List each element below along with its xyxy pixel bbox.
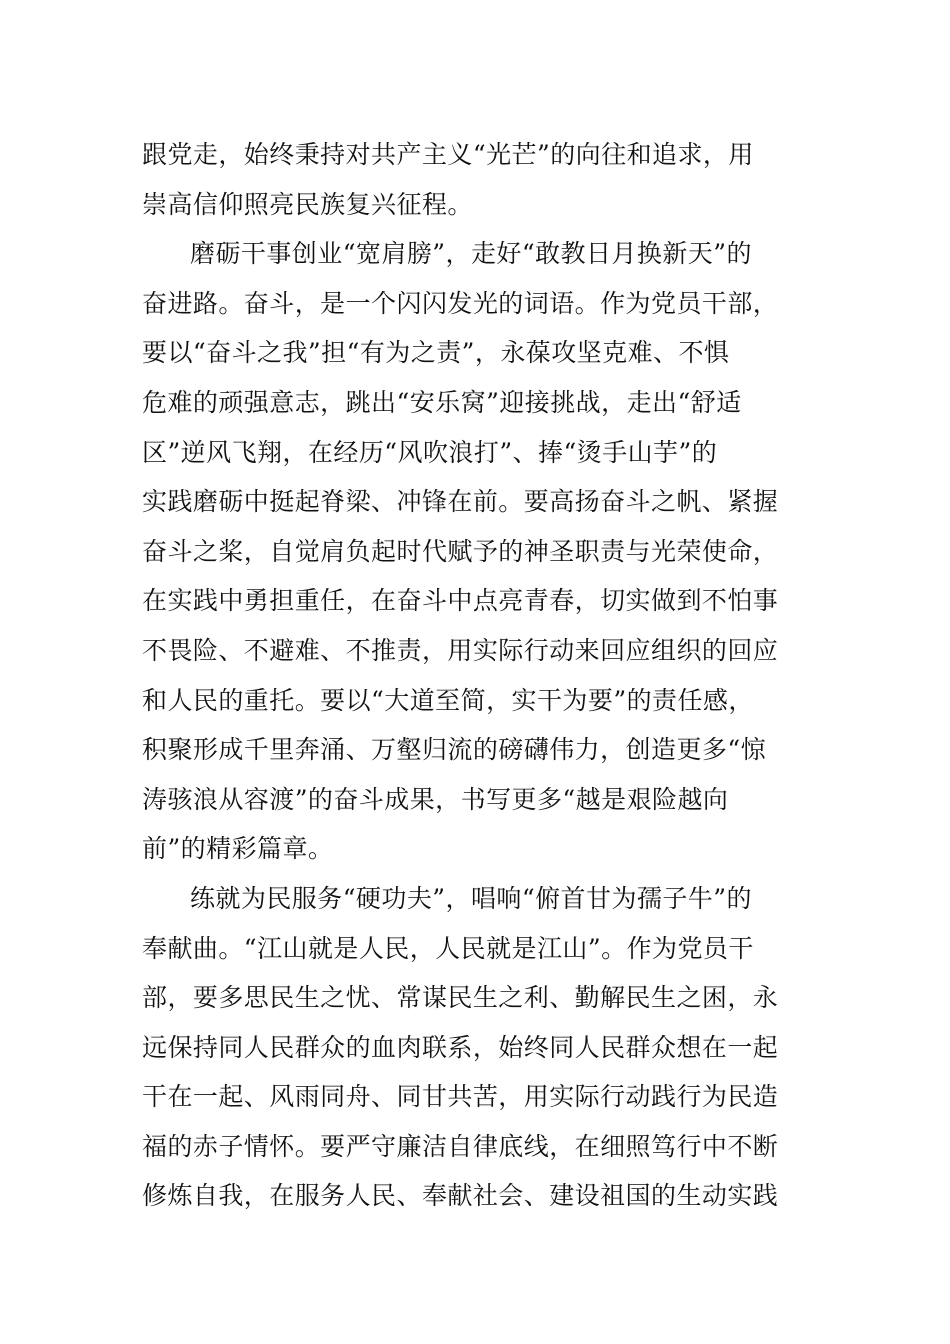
text-line: 奋进路。奋斗，是一个闪闪发光的词语。作为党员干部， bbox=[142, 288, 779, 318]
text-line: 前”的精彩篇章。 bbox=[142, 834, 334, 864]
text-line: 跟党走，始终秉持对共产主义“光芒”的向往和追求，用 bbox=[142, 140, 754, 169]
text-line: 修炼自我，在服务人民、奉献社会、建设祖国的生动实践 bbox=[142, 1181, 779, 1211]
text-line: 部，要多思民生之忧、常谋民生之利、勤解民生之困，永 bbox=[142, 983, 779, 1013]
text-line: 不畏险、不避难、不推责，用实际行动来回应组织的回应 bbox=[142, 635, 779, 665]
text-line: 在实践中勇担重任，在奋斗中点亮青春，切实做到不怕事 bbox=[142, 586, 779, 616]
text-line: 远保持同人民群众的血肉联系，始终同人民群众想在一起 bbox=[142, 1032, 779, 1062]
text-line: 奋斗之桨，自觉肩负起时代赋予的神圣职责与光荣使命， bbox=[142, 536, 779, 566]
text-line: 奉献曲。“江山就是人民，人民就是江山”。作为党员干 bbox=[142, 933, 754, 963]
text-line: 实践磨砺中挺起脊梁、冲锋在前。要高扬奋斗之帆、紧握 bbox=[142, 487, 779, 517]
text-line: 和人民的重托。要以“大道至简，实干为要”的责任感， bbox=[142, 685, 754, 715]
document-body bbox=[142, 130, 812, 1221]
text-line: 崇高信仰照亮民族复兴征程。 bbox=[142, 189, 473, 219]
text-line: 福的赤子情怀。要严守廉洁自律底线，在细照笃行中不断 bbox=[142, 1131, 779, 1161]
text-line: 干在一起、风雨同舟、同甘共苦，用实际行动践行为民造 bbox=[142, 1082, 779, 1112]
text-line: 危难的顽强意志，跳出“安乐窝”迎接挑战，走出“舒适 bbox=[142, 387, 742, 417]
text-line: 区”逆风飞翔，在经历“风吹浪打”、捧“烫手山芋”的 bbox=[142, 437, 718, 467]
text-line: 积聚形成千里奔涌、万壑归流的磅礴伟力，创造更多“惊 bbox=[142, 735, 767, 765]
text-line: 要以“奋斗之我”担“有为之责”，永葆攻坚克难、不惧 bbox=[142, 338, 730, 368]
text-line: 涛骇浪从容渡”的奋斗成果，书写更多“越是艰险越向 bbox=[142, 784, 729, 814]
paragraph-first-line: 练就为民服务“硬功夫”，唱响“俯首甘为孺子牛”的 bbox=[190, 883, 752, 913]
paragraph-first-line: 磨砺干事创业“宽肩膀”，走好“敢教日月换新天”的 bbox=[190, 239, 752, 269]
